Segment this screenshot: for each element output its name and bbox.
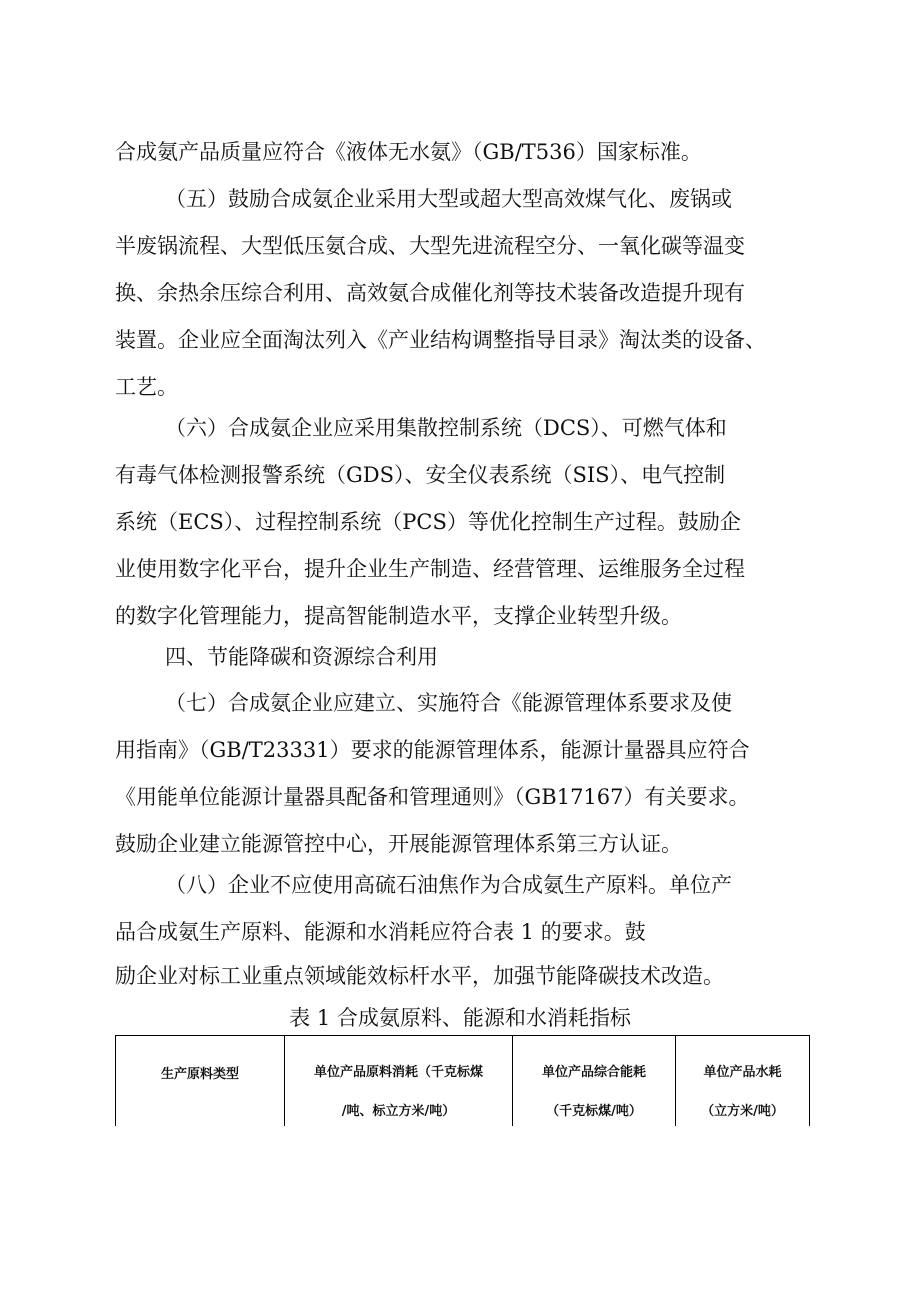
- text-line: （七）合成氨企业应建立、实施符合《能源管理体系要求及使: [165, 691, 732, 715]
- text-line: 工艺。: [115, 375, 178, 399]
- table-header-row: [116, 1036, 810, 1127]
- consumption-table: [115, 1035, 810, 1126]
- text-line: 的数字化管理能力，提高智能制造水平，支撑企业转型升级。: [115, 604, 682, 628]
- text-line: 励企业对标工业重点领域能效标杆水平，加强节能降碳技术改造。: [115, 964, 724, 988]
- text-line: 业使用数字化平台，提升企业生产制造、经营管理、运维服务全过程: [115, 557, 745, 581]
- text-line: （八）企业不应使用高硫石油焦作为合成氨生产原料。单位产: [165, 873, 732, 897]
- table-title: 表 1 合成氨原料、能源和水消耗指标: [289, 1006, 631, 1030]
- text-line: 系统（ECS）、过程控制系统（PCS）等优化控制生产过程。鼓励企: [115, 510, 741, 534]
- text-line: 半废锅流程、大型低压氨合成、大型先进流程空分、一氧化碳等温变: [115, 234, 745, 258]
- paragraph-item-5: [115, 176, 810, 411]
- paragraph-product-quality: [115, 129, 810, 176]
- paragraph-item-6: [115, 405, 810, 640]
- text-line: 《用能单位能源计量器具配备和管理通则》（GB17167）有关要求。: [115, 785, 750, 809]
- text-line: 换、余热余压综合利用、高效氨合成催化剂等技术装备改造提升现有: [115, 281, 745, 305]
- header-cell-energy-consumption: 单位产品综合能耗 （千克标煤/吨）: [513, 1036, 676, 1127]
- text-line: 品合成氨生产原料、能源和水消耗应符合表 1 的要求。鼓: [115, 920, 646, 944]
- text-line: （六）合成氨企业应采用集散控制系统（DCS）、可燃气体和: [165, 416, 727, 440]
- text-line: 装置。企业应全面淘汰列入《产业结构调整指导目录》淘汰类的设备、: [115, 328, 766, 352]
- text-line: 鼓励企业建立能源管控中心，开展能源管理体系第三方认证。: [115, 832, 682, 856]
- text-line: 有毒气体检测报警系统（GDS）、安全仪表系统（SIS）、电气控制: [115, 463, 726, 487]
- paragraph-item-7: [115, 680, 810, 868]
- header-cell-material-type: 生产原料类型: [116, 1036, 285, 1127]
- header-cell-water-consumption: 单位产品水耗 （立方米/吨）: [676, 1036, 810, 1127]
- text-line: （五）鼓励合成氨企业采用大型或超大型高效煤气化、废锅或: [165, 187, 732, 211]
- header-cell-material-consumption: 单位产品原料消耗（千克标煤 /吨、标立方米/吨）: [285, 1036, 513, 1127]
- section-heading: 四、节能降碳和资源综合利用: [165, 645, 438, 669]
- text-line: 用指南》（GB/T23331）要求的能源管理体系，能源计量器具应符合: [115, 738, 750, 762]
- text-line: 合成氨产品质量应符合《液体无水氨》（GB/T536）国家标准。: [115, 140, 702, 164]
- paragraph-item-8: [115, 862, 810, 996]
